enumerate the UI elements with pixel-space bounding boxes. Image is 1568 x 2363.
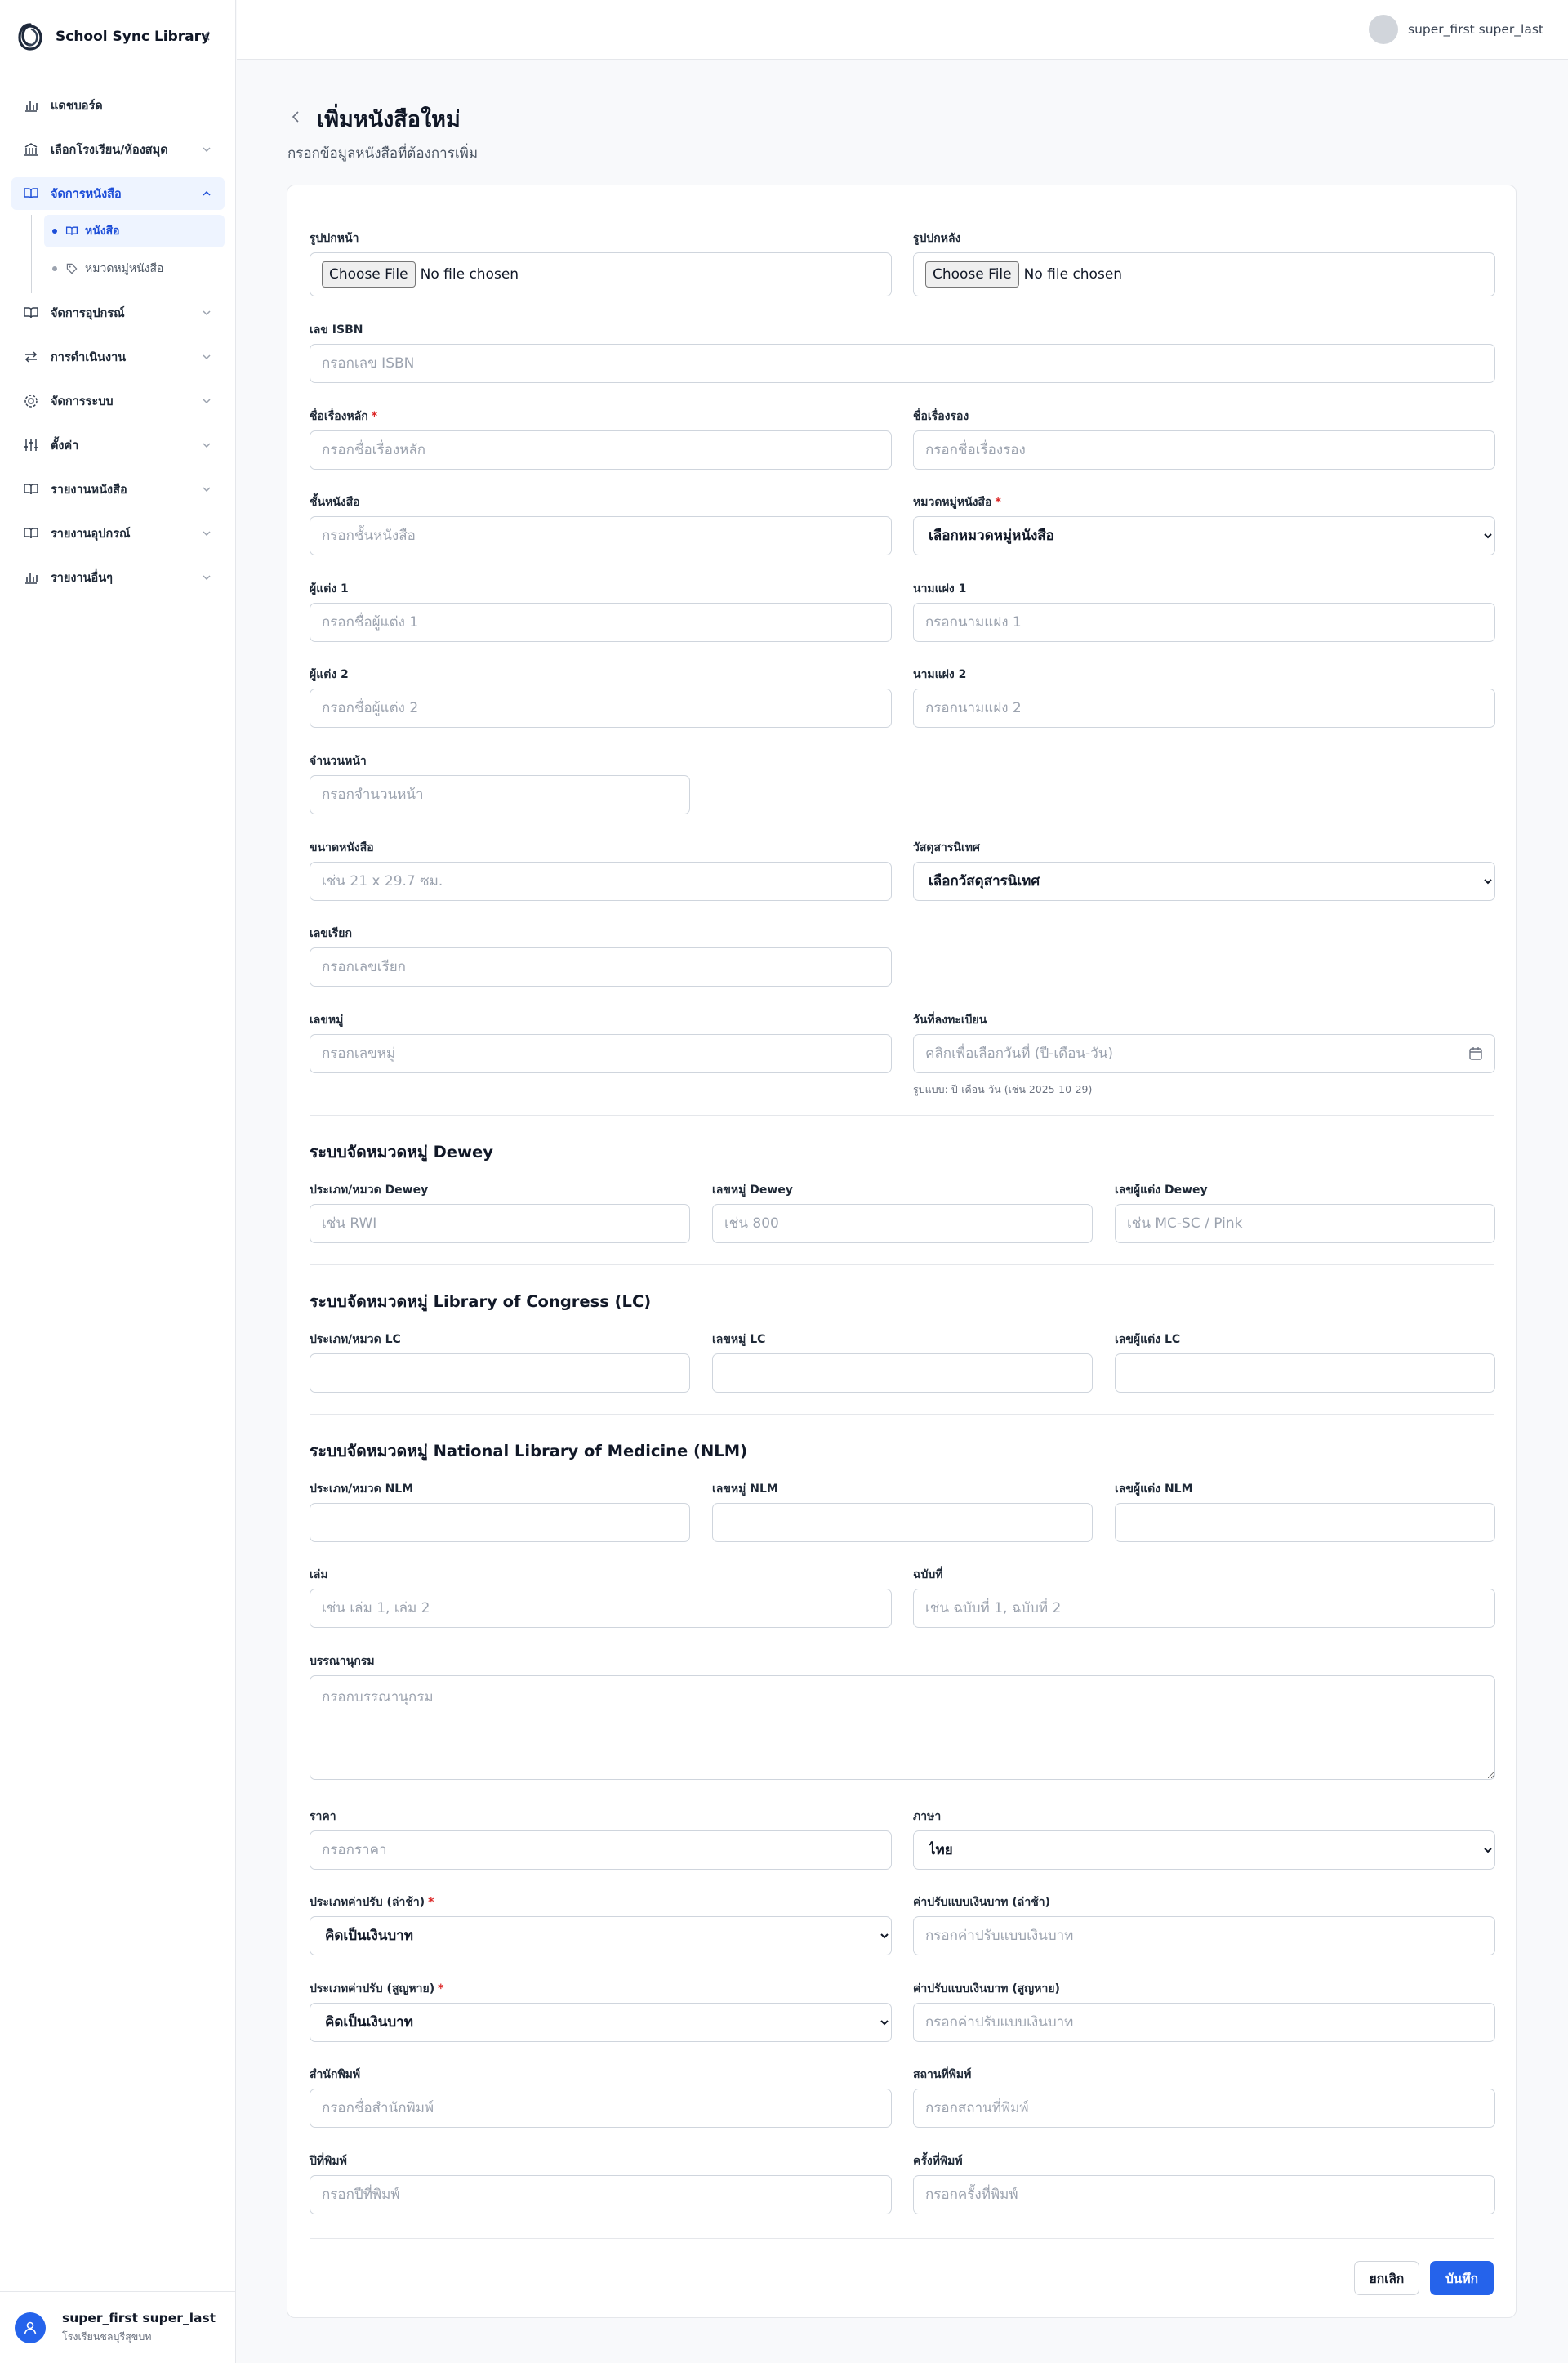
dewey-type-field (310, 1181, 690, 1197)
sidebar-item-school-select[interactable] (11, 133, 225, 166)
sidebar (0, 0, 236, 2363)
chevron-down-icon (200, 395, 213, 408)
book-open-icon (23, 525, 39, 542)
language-field (913, 1808, 1495, 1824)
sidebar-nav (11, 89, 225, 605)
sidebar-item-label: ตั้งค่า (51, 439, 79, 453)
price-input[interactable] (310, 1830, 892, 1870)
required-marker: * (995, 496, 1001, 509)
fine-late-type-label: ประเภทค่าปรับ (ล่าช้า) * (310, 1896, 434, 1909)
material-select[interactable] (913, 862, 1495, 901)
class-number-field (310, 1011, 892, 1028)
material-label: วัสดุสารนิเทศ (913, 841, 980, 854)
front-cover-status: No file chosen (420, 266, 519, 283)
book-open-icon (23, 305, 39, 321)
nlm-section-title: ระบบจัดหมวดหมู่ National Library of Medicine (NLM) (310, 1442, 748, 1460)
dewey-section-title: ระบบจัดหมวดหมู่ Dewey (310, 1143, 493, 1161)
main-title-label: ชื่อเรื่องหลัก * (310, 410, 378, 423)
topbar-user-name: super_first super_last (1408, 22, 1544, 37)
chevron-down-icon (200, 306, 213, 319)
sidebar-subitem-book-categories[interactable] (44, 252, 225, 285)
bibliography-label: บรรณานุกรม (310, 1655, 375, 1668)
chevron-left-icon (202, 30, 213, 42)
avatar (15, 2312, 46, 2343)
sidebar-item-label: จัดการระบบ (51, 395, 114, 408)
fine-late-type-select[interactable] (310, 1916, 892, 1955)
nlm-number-field (712, 1480, 1093, 1496)
sidebar-item-label: รายงานอื่นๆ (51, 571, 113, 585)
sidebar-subitem-books[interactable] (44, 215, 225, 247)
sidebar-item-label: จัดการอุปกรณ์ (51, 306, 125, 320)
chevron-down-icon (200, 483, 213, 496)
chevron-down-icon (200, 143, 213, 156)
chevron-down-icon (200, 527, 213, 540)
isbn-field (310, 321, 1495, 337)
sub-title-input[interactable] (913, 430, 1495, 470)
sidebar-item-label: เลือกโรงเรียน/ห้องสมุด (51, 143, 168, 157)
category-select[interactable] (913, 516, 1495, 555)
register-date-field (913, 1011, 1495, 1101)
required-marker: * (428, 1896, 434, 1909)
lc-section-title: ระบบจัดหมวดหมู่ Library of Congress (LC) (310, 1292, 652, 1311)
language-select[interactable] (913, 1830, 1495, 1870)
sub-title-label: ชื่อเรื่องรอง (913, 410, 969, 423)
chevron-down-icon (200, 350, 213, 363)
bibliography-field (310, 1652, 1495, 1783)
volume-input[interactable] (310, 1589, 892, 1628)
footer-school-name: โรงเรียนชลบุรีสุขบท (62, 2330, 152, 2343)
book-size-input[interactable] (310, 862, 892, 901)
dewey-type-label: ประเภท/หมวด Dewey (310, 1184, 429, 1197)
pen-name1-label: นามแฝง 1 (913, 582, 967, 595)
user-icon (22, 2320, 38, 2336)
publish-year-label: ปีที่พิมพ์ (310, 2155, 347, 2168)
publisher-label: สำนักพิมพ์ (310, 2068, 361, 2081)
fine-late-type-field (310, 1893, 892, 1910)
calendar-icon[interactable] (1468, 1046, 1484, 1062)
main-title-input[interactable] (310, 430, 892, 470)
price-label: ราคา (310, 1810, 336, 1823)
fine-lost-type-select[interactable] (310, 2003, 892, 2042)
sidebar-item-label: การดำเนินงาน (51, 350, 127, 364)
save-button[interactable]: บันทึก (1430, 2261, 1494, 2295)
fine-late-amount-label: ค่าปรับแบบเงินบาท (ล่าช้า) (913, 1896, 1050, 1909)
back-cover-choose-button[interactable]: Choose File (925, 261, 1019, 288)
chevron-up-icon (200, 187, 213, 200)
lc-type-input[interactable] (310, 1353, 690, 1393)
register-date-label: วันที่ลงทะเบียน (913, 1014, 987, 1027)
front-cover-file-input[interactable] (310, 252, 892, 296)
front-cover-field (310, 230, 892, 283)
required-marker: * (371, 410, 378, 423)
publish-year-input[interactable] (310, 2175, 892, 2214)
lc-number-label: เลขหมู่ LC (712, 1333, 766, 1346)
shelf-label: ชั้นหนังสือ (310, 496, 360, 509)
isbn-label: เลข ISBN (310, 323, 363, 337)
sidebar-item-label: รายงานหนังสือ (51, 483, 127, 497)
pen-name2-field (913, 666, 1495, 682)
pen-name2-input[interactable] (913, 689, 1495, 728)
brand[interactable] (18, 22, 210, 51)
sidebar-item-book-management[interactable] (11, 177, 225, 210)
sidebar-item-dashboard[interactable] (11, 89, 225, 122)
avatar (1369, 15, 1398, 44)
topbar (237, 0, 1568, 60)
lc-number-field (712, 1331, 1093, 1347)
fine-lost-amount-field (913, 1980, 1495, 1996)
fine-lost-type-field (310, 1980, 892, 1996)
book-size-label: ขนาดหนังสือ (310, 841, 374, 854)
back-cover-status: No file chosen (1023, 266, 1123, 283)
publisher-input[interactable] (310, 2089, 892, 2128)
page-subtitle: กรอกข้อมูลหนังสือที่ต้องการเพิ่ม (287, 145, 479, 162)
chevron-down-icon (200, 439, 213, 452)
sidebar-item-other-reports[interactable] (11, 561, 225, 594)
book-open-icon (23, 185, 39, 202)
back-cover-label: รูปปกหลัง (913, 232, 961, 245)
main-title-field (310, 408, 892, 424)
publish-place-label: สถานที่พิมพ์ (913, 2068, 972, 2081)
back-cover-file-input[interactable] (913, 252, 1495, 296)
back-button[interactable] (287, 108, 305, 126)
chevron-down-icon (200, 571, 213, 584)
class-number-input[interactable] (310, 1034, 892, 1073)
price-field (310, 1808, 892, 1824)
copy-label: ฉบับที่ (913, 1568, 943, 1581)
sidebar-item-label: รายงานอุปกรณ์ (51, 527, 131, 541)
material-field (913, 839, 1495, 855)
sidebar-user-profile[interactable] (0, 2291, 236, 2363)
nlm-author-number-label: เลขผู้แต่ง NLM (1115, 1482, 1193, 1496)
author1-field (310, 580, 892, 596)
edition-field (913, 2152, 1495, 2169)
author1-input[interactable] (310, 603, 892, 642)
lc-author-number-label: เลขผู้แต่ง LC (1115, 1333, 1181, 1346)
divider (310, 2238, 1494, 2239)
dewey-number-label: เลขหมู่ Dewey (712, 1184, 793, 1197)
author2-input[interactable] (310, 689, 892, 728)
book-open-icon (65, 225, 78, 238)
tag-icon (65, 262, 78, 275)
pen-name1-input[interactable] (913, 603, 1495, 642)
sidebar-item-equipment-reports[interactable] (11, 517, 225, 550)
nlm-type-input[interactable] (310, 1503, 690, 1542)
bibliography-textarea[interactable] (310, 1675, 1495, 1780)
edition-label: ครั้งที่พิมพ์ (913, 2155, 963, 2168)
nlm-number-label: เลขหมู่ NLM (712, 1482, 778, 1496)
book-open-icon (23, 481, 39, 497)
nlm-type-label: ประเภท/หมวด NLM (310, 1482, 414, 1496)
footer-user-name: super_first super_last (62, 2310, 216, 2325)
sidebar-item-operations[interactable] (11, 341, 225, 373)
call-number-field (310, 925, 892, 941)
fine-lost-amount-label: ค่าปรับแบบเงินบาท (สูญหาย) (913, 1982, 1060, 1995)
chart-bar-icon (23, 97, 39, 114)
lc-number-input[interactable] (712, 1353, 1093, 1393)
category-label: หมวดหมู่หนังสือ * (913, 496, 1001, 509)
publish-place-field (913, 2066, 1495, 2082)
school-icon (23, 141, 39, 158)
bullet-dot-icon (52, 266, 57, 271)
category-field (913, 493, 1495, 510)
sidebar-subitem-label: หนังสือ (85, 225, 120, 238)
chevron-left-icon (290, 110, 303, 123)
divider (310, 1414, 1494, 1415)
dewey-author-number-input[interactable] (1115, 1204, 1495, 1243)
app-logo-icon (18, 22, 42, 51)
pages-field (310, 752, 690, 769)
bullet-dot-icon (52, 229, 57, 234)
call-number-input[interactable] (310, 947, 892, 987)
dewey-number-input[interactable] (712, 1204, 1093, 1243)
dewey-number-field (712, 1181, 1093, 1197)
collapse-sidebar-button[interactable] (199, 28, 216, 44)
gear-icon (23, 393, 39, 409)
lc-type-field (310, 1331, 690, 1347)
call-number-label: เลขเรียก (310, 927, 352, 940)
copy-input[interactable] (913, 1589, 1495, 1628)
publish-year-field (310, 2152, 892, 2169)
publisher-field (310, 2066, 892, 2082)
submenu-line (31, 215, 32, 293)
shelf-field (310, 493, 892, 510)
nlm-number-input[interactable] (712, 1503, 1093, 1542)
lc-author-number-field (1115, 1331, 1495, 1347)
author1-label: ผู้แต่ง 1 (310, 582, 349, 595)
sidebar-submenu-books (11, 215, 225, 285)
front-cover-choose-button[interactable]: Choose File (322, 261, 416, 288)
sidebar-item-label: แดชบอร์ด (51, 99, 103, 113)
chart-bar-icon (23, 569, 39, 586)
dewey-author-number-field (1115, 1181, 1495, 1197)
fine-lost-amount-input[interactable] (913, 2003, 1495, 2042)
back-cover-field (913, 230, 1495, 283)
lc-type-label: ประเภท/หมวด LC (310, 1333, 401, 1346)
nlm-author-number-field (1115, 1480, 1495, 1496)
app-name: School Sync Library (56, 29, 211, 45)
form-actions (1354, 2261, 1494, 2295)
arrows-exchange-icon (23, 349, 39, 365)
sliders-icon (23, 437, 39, 453)
divider (310, 1264, 1494, 1265)
sidebar-subitem-label: หมวดหมู่หนังสือ (85, 262, 164, 275)
publish-place-input[interactable] (913, 2089, 1495, 2128)
sidebar-item-label: จัดการหนังสือ (51, 187, 122, 201)
book-size-field (310, 839, 892, 855)
author2-field (310, 666, 892, 682)
dewey-type-input[interactable] (310, 1204, 690, 1243)
cancel-button[interactable]: ยกเลิก (1354, 2261, 1419, 2295)
fine-late-amount-input[interactable] (913, 1916, 1495, 1955)
fine-late-amount-field (913, 1893, 1495, 1910)
front-cover-label: รูปปกหน้า (310, 232, 359, 245)
nlm-author-number-input[interactable] (1115, 1503, 1495, 1542)
divider (310, 1115, 1494, 1116)
edition-input[interactable] (913, 2175, 1495, 2214)
lc-author-number-input[interactable] (1115, 1353, 1495, 1393)
required-marker: * (438, 1982, 444, 1995)
dewey-author-number-label: เลขผู้แต่ง Dewey (1115, 1184, 1208, 1197)
isbn-input[interactable] (310, 344, 1495, 383)
author2-label: ผู้แต่ง 2 (310, 668, 349, 681)
register-date-input[interactable] (913, 1034, 1495, 1073)
pages-label: จำนวนหน้า (310, 755, 367, 768)
pages-input[interactable] (310, 775, 690, 814)
sidebar-item-book-reports[interactable] (11, 473, 225, 506)
nlm-type-field (310, 1480, 690, 1496)
sub-title-field (913, 408, 1495, 424)
volume-label: เล่ม (310, 1568, 328, 1581)
page-title: เพิ่มหนังสือใหม่ (317, 107, 461, 132)
user-menu[interactable] (1369, 15, 1544, 44)
sidebar-item-equipment-management[interactable] (11, 296, 225, 329)
sidebar-item-settings[interactable] (11, 429, 225, 461)
shelf-input[interactable] (310, 516, 892, 555)
volume-field (310, 1566, 892, 1582)
class-number-label: เลขหมู่ (310, 1014, 344, 1027)
language-label: ภาษา (913, 1810, 942, 1823)
pen-name2-label: นามแฝง 2 (913, 668, 967, 681)
fine-lost-type-label: ประเภทค่าปรับ (สูญหาย) * (310, 1982, 444, 1995)
pen-name1-field (913, 580, 1495, 596)
copy-field (913, 1566, 1495, 1582)
sidebar-item-system-management[interactable] (11, 385, 225, 417)
add-book-form (287, 185, 1517, 2318)
register-date-hint: รูปแบบ: ปี-เดือน-วัน (เช่น 2025-10-29) (913, 1083, 1093, 1095)
